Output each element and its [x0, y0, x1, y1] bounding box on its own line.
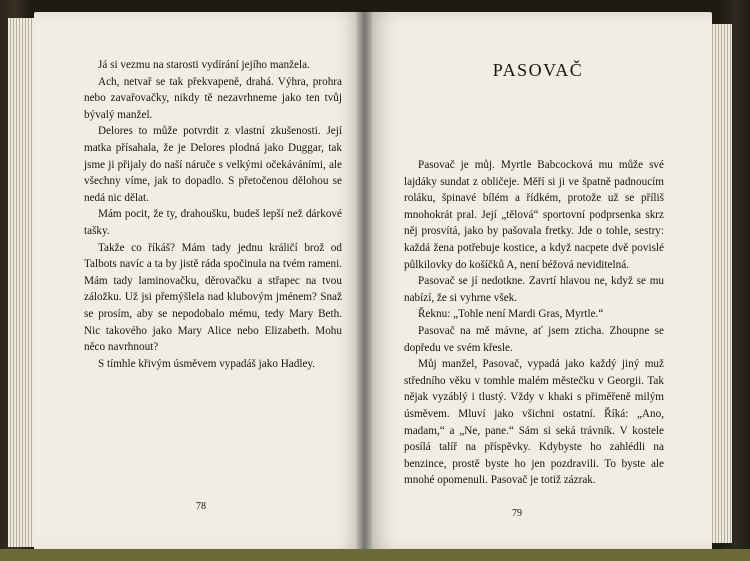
paragraph: Pasovač je můj. Myrtle Babcocková mu může své lajdáky sundat z obličeje. Měří si ji ve špatně padnoucím roláku, špinavé bílém a řídkém, protože už se příliš mnohokrát pral. Její „tělová“ sportovní podprsenka skrz něj prosvítá, jako by pašovala fretky. Jde o tohle, sestry: každá žena potřebuje kostice, a když nacpete dvě povislé půlkilovky do košíčků A, není béžová neviditelná. — [404, 159, 664, 271]
paragraph: Řeknu: „Tohle není Mardi Gras, Myrtle.“ — [418, 308, 604, 321]
right-page-edges — [710, 24, 732, 543]
right-page — [364, 12, 712, 551]
paragraph: Já si vezmu na starosti vydírání jejího manžela. — [98, 59, 310, 71]
right-page-text — [404, 157, 664, 489]
background-surface — [0, 549, 750, 561]
paragraph: S tímhle křivým úsměvem vypadáš jako Hadley. — [98, 357, 316, 370]
paragraph: Takže co říkáš? Mám tady jednu králičí brož od Talbots navíc a ta by jistě ráda spočinula na tvém rameni. Mám tady laminovačku, děrovačku a střapec na tvou záložku. Už jsi přemýšlela nad klubovým jménem? Snaž se prosím, aby se nepodobalo mému, tedy Mary Beth. Nic takového jako Mary Alice nebo Elizabeth. Mohu něco navrhnout? — [84, 241, 342, 354]
page-number-right: 79 — [512, 508, 522, 519]
left-page-text — [84, 57, 342, 372]
book-gutter — [356, 10, 372, 553]
paragraph: Můj manžel, Pasovač, vypadá jako každý jiný muž středního věku v tomhle malém městečku v Georgii. Tak nějak vyzáblý i tlustý. Vždy v khaki s přiměřeně milým úsměvem. Mluví jako všichni ostatní. Říká: „Ano, madam,“ a „Ne, pane.“ Sám si seká trávník. V kostele posílá talíř na příspěvky. Kdybyste ho zahlédli na benzince, prostě byste ho jen pozdravili. To byste ale mnohé opomenuli. Pasovač je totiž zázrak. — [404, 358, 664, 487]
paragraph: Delores to může potvrdit z vlastní zkušenosti. Její matka přísahala, že je Delores plodná jako Duggar, tak jsme ji přijaly do naší náruče s velkými očekáváními, ale všechny víme, jak to dopadlo. S přetočenou dělohou se nedá nic dělat. — [84, 125, 342, 204]
paragraph: Pasovač na mě mávne, ať jsem zticha. Zhoupne se dopředu ve svém křesle. — [404, 324, 664, 354]
paragraph: Ach, netvař se tak překvapeně, drahá. Výhra, prohra nebo zavařovačky, nikdy tě nezavrhneme jako ten tvůj bývalý manžel. — [84, 75, 342, 121]
page-number-left: 78 — [196, 501, 206, 512]
paragraph: Pasovač se jí nedotkne. Zavrtí hlavou ne, když se mu nabízí, že si vyhrne všek. — [404, 275, 664, 304]
left-page-edges — [8, 18, 34, 547]
left-page — [34, 12, 364, 551]
chapter-title: PASOVAČ — [492, 60, 584, 80]
paragraph: Mám pocit, že ty, drahoušku, budeš lepší než dárkové tašky. — [84, 208, 342, 237]
